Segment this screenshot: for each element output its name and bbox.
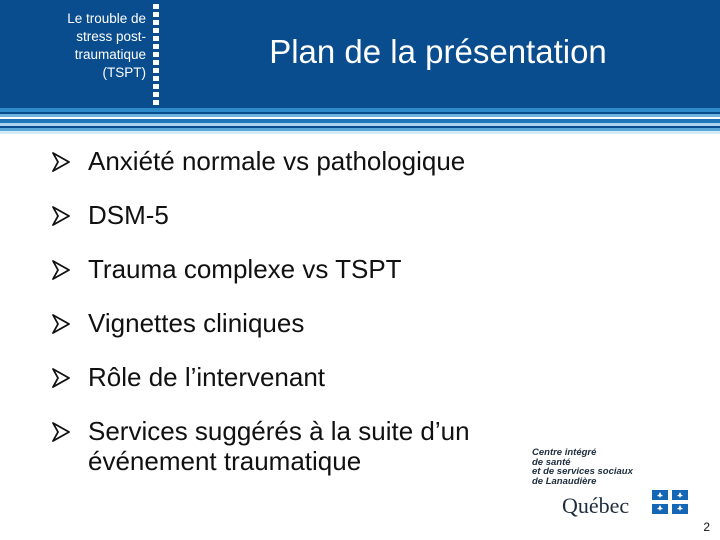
arrowhead-bullet-icon [52, 368, 70, 388]
decorative-stripes [0, 106, 720, 136]
arrowhead-bullet-icon [52, 314, 70, 334]
arrowhead-bullet-icon [52, 260, 70, 280]
bullet-list [52, 146, 572, 500]
slide-title: Plan de la présentation [269, 33, 607, 70]
bullet-item [52, 308, 572, 338]
bullet-text: DSM-5 [88, 200, 169, 230]
bullet-item [52, 146, 572, 176]
bullet-text: Vignettes cliniques [88, 308, 305, 338]
dotted-divider [153, 4, 159, 106]
presentation-subject: Le trouble de stress post- traumatique (TSPT) [67, 11, 146, 80]
arrowhead-bullet-icon [52, 152, 70, 172]
header-band [0, 0, 720, 106]
bullet-text: Anxiété normale vs pathologique [88, 146, 466, 176]
bullet-item [52, 362, 572, 392]
quebec-flag-icon [652, 490, 688, 514]
bullet-text: Trauma complexe vs TSPT [88, 254, 402, 284]
logo-quebec-wordmark: Québec [562, 493, 630, 518]
bullet-text: Rôle de l’intervenant [88, 362, 326, 392]
page-number: 2 [703, 520, 710, 534]
bullet-item [52, 416, 572, 476]
arrowhead-bullet-icon [52, 206, 70, 226]
logo-organization-name: Centre intégré de santé et de services sociaux de Lanaudière [532, 447, 633, 487]
bullet-item [52, 200, 572, 230]
arrowhead-bullet-icon [52, 422, 70, 442]
cisss-lanaudiere-logo [532, 448, 692, 520]
bullet-text: Services suggérés à la suite d’un événement traumatique [88, 416, 470, 476]
bullet-item [52, 254, 572, 284]
